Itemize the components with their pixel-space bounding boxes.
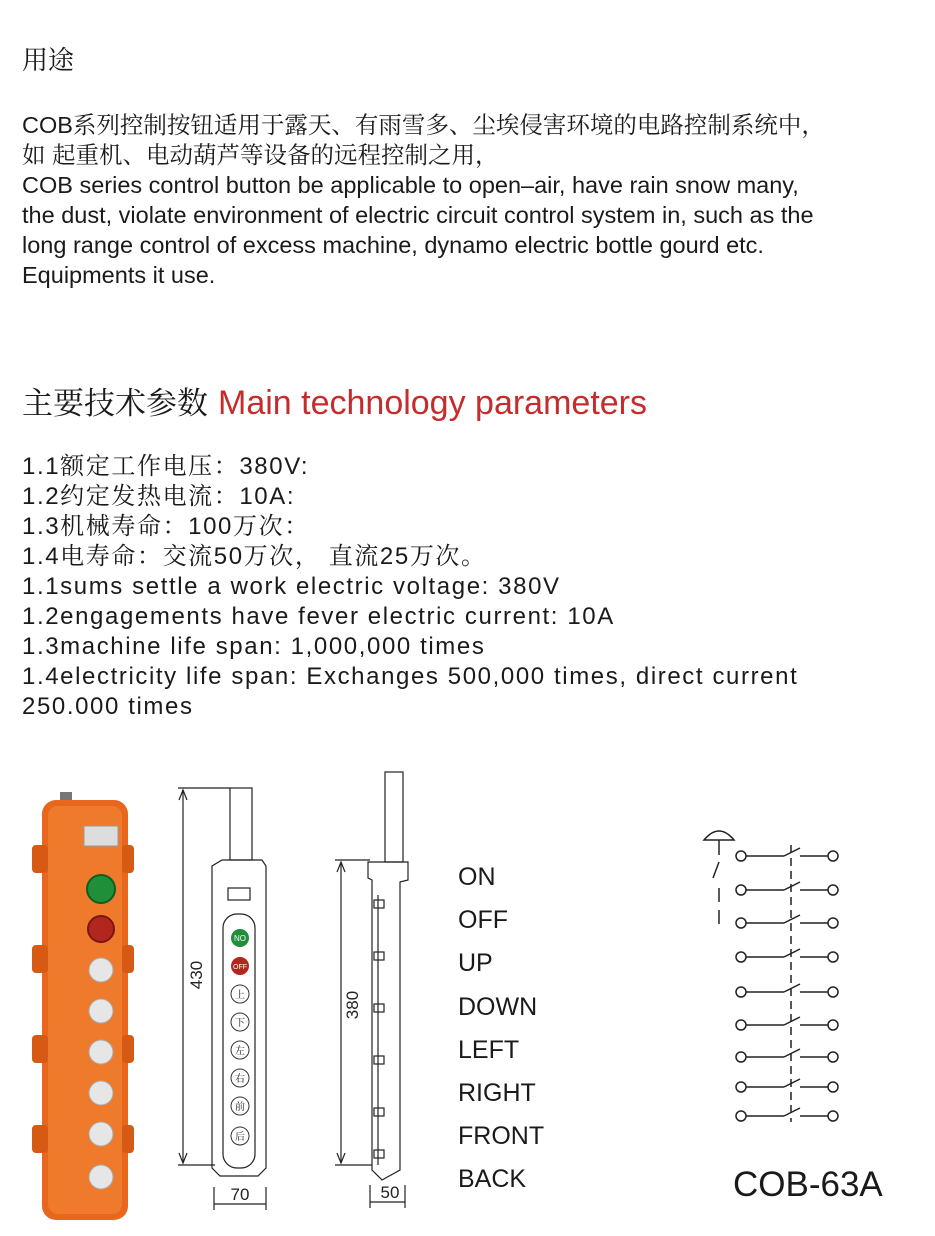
button-label-left: LEFT <box>458 1035 520 1064</box>
button-label-down: DOWN <box>458 992 538 1021</box>
parameter-item: 1.2约定发热电流：10A: <box>22 483 296 510</box>
model-name: COB-63A <box>733 1165 883 1204</box>
parameter-item: 1.4电寿命：交流50万次， 直流25万次。 <box>22 543 487 570</box>
dimension-width-side: 50 <box>380 1183 400 1202</box>
usage-line: the dust, violate environment of electric circuit control system in, such as the <box>22 202 814 228</box>
wiring-schematic <box>704 831 838 1122</box>
button-mark: 后 <box>235 1132 245 1143</box>
parameter-item: 1.2engagements have fever electric current: 10A <box>22 603 615 630</box>
parameter-item: 250.000 times <box>22 693 194 720</box>
parameter-item: 1.4electricity life span: Exchanges 500,000 times, direct current <box>22 663 799 690</box>
parameter-item: 1.3machine life span: 1,000,000 times <box>22 633 486 660</box>
dimension-width-front: 70 <box>230 1185 250 1204</box>
parameters-title-cn: 主要技术参数 <box>22 386 208 421</box>
front-view-buttons <box>231 929 249 1145</box>
usage-line: 如 起重机、电动葫芦等设备的远程控制之用， <box>22 142 499 168</box>
usage-title: 用途 <box>22 45 75 75</box>
dimension-height-total: 430 <box>187 960 206 990</box>
side-view-drawing <box>335 772 408 1208</box>
button-mark: 左 <box>235 1046 245 1057</box>
usage-line: Equipments it use. <box>22 262 216 288</box>
button-mark: 前 <box>235 1102 245 1113</box>
button-mark: 上 <box>235 990 245 1001</box>
button-mark: OFF <box>233 964 247 971</box>
usage-line: COB系列控制按钮适用于露天、有雨雪多、尘埃侵害环境的电路控制系统中， <box>22 112 825 138</box>
parameter-item: 1.1sums settle a work electric voltage: 380V <box>22 573 561 600</box>
pendant-photo <box>32 792 134 1220</box>
button-label-on: ON <box>458 863 496 891</box>
button-label-back: BACK <box>458 1165 527 1194</box>
usage-line: long range control of excess machine, dynamo electric bottle gourd etc. <box>22 232 764 258</box>
usage-line: COB series control button be applicable to open–air, have rain snow many, <box>22 172 799 198</box>
front-view-drawing <box>178 788 266 1210</box>
parameter-item: 1.1额定工作电压：380V: <box>22 453 310 480</box>
parameters-title-en: Main technology parameters <box>218 384 648 422</box>
button-mark: 下 <box>235 1018 245 1029</box>
button-label-front: FRONT <box>458 1122 545 1151</box>
button-mark: NO <box>234 934 246 943</box>
button-label-off: OFF <box>458 906 508 935</box>
button-mark: 右 <box>235 1074 245 1085</box>
button-label-up: UP <box>458 949 493 978</box>
button-function-labels <box>458 856 544 1202</box>
button-label-right: RIGHT <box>458 1079 536 1108</box>
dimension-height-body: 380 <box>343 990 362 1020</box>
parameter-item: 1.3机械寿命：100万次： <box>22 513 310 540</box>
